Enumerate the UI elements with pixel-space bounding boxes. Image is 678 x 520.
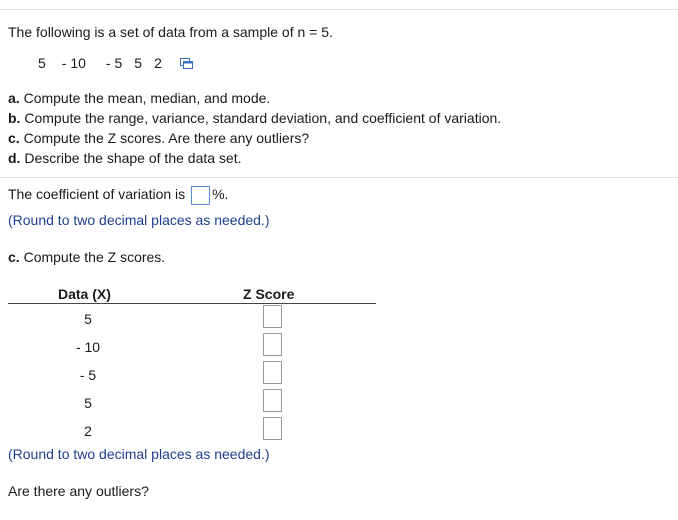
z-section-heading: [8, 249, 165, 265]
z-score-input[interactable]: [263, 417, 282, 440]
z-table-header-rule: [8, 303, 376, 304]
cv-suffix: %.: [212, 186, 229, 203]
part-a: [8, 90, 270, 106]
table-row-data-value: 2: [84, 423, 92, 439]
dataset-value: 5: [38, 55, 46, 71]
outliers-question: Are there any outliers?: [8, 483, 149, 499]
copy-data-icon[interactable]: [180, 57, 194, 69]
dataset-value: - 5: [105, 55, 123, 71]
part-b: [8, 110, 501, 126]
cv-answer-input[interactable]: [191, 186, 210, 205]
table-row-data-value: 5: [84, 395, 92, 411]
table-row-data-value: - 5: [79, 367, 97, 383]
z-score-input[interactable]: [263, 389, 282, 412]
part-label: c.: [8, 249, 20, 265]
section-divider: [0, 177, 678, 178]
part-text: Compute the mean, median, and mode.: [19, 90, 271, 106]
z-score-input[interactable]: [263, 333, 282, 356]
question-intro: The following is a set of data from a sample of n = 5.: [8, 24, 333, 40]
dataset-values: [38, 55, 194, 71]
z-table-header-data: Data (X): [58, 286, 111, 302]
part-text: Compute the Z scores.: [19, 249, 166, 265]
z-round-note: (Round to two decimal places as needed.): [8, 446, 270, 462]
top-divider: [0, 9, 678, 10]
part-label: d.: [8, 150, 21, 166]
dataset-value: - 10: [61, 55, 86, 71]
z-score-input[interactable]: [263, 361, 282, 384]
z-table-header-zscore: Z Score: [243, 286, 295, 302]
cv-answer-line: [8, 186, 228, 205]
table-row-data-value: 5: [84, 311, 92, 327]
part-label: a.: [8, 90, 20, 106]
part-text: Describe the shape of the data set.: [20, 150, 242, 166]
cv-round-note: (Round to two decimal places as needed.): [8, 212, 270, 228]
part-text: Compute the Z scores. Are there any outliers?: [19, 130, 310, 146]
part-text: Compute the range, variance, standard deviation, and coefficient of variation.: [20, 110, 502, 126]
dataset-value: 2: [154, 55, 162, 71]
part-label: b.: [8, 110, 21, 126]
table-row-data-value: - 10: [75, 339, 101, 355]
part-d: [8, 150, 241, 166]
part-c: [8, 130, 309, 146]
z-score-input[interactable]: [263, 305, 282, 328]
dataset-value: 5: [134, 55, 143, 71]
cv-prefix: The coefficient of variation is: [8, 186, 186, 203]
part-label: c.: [8, 130, 20, 146]
